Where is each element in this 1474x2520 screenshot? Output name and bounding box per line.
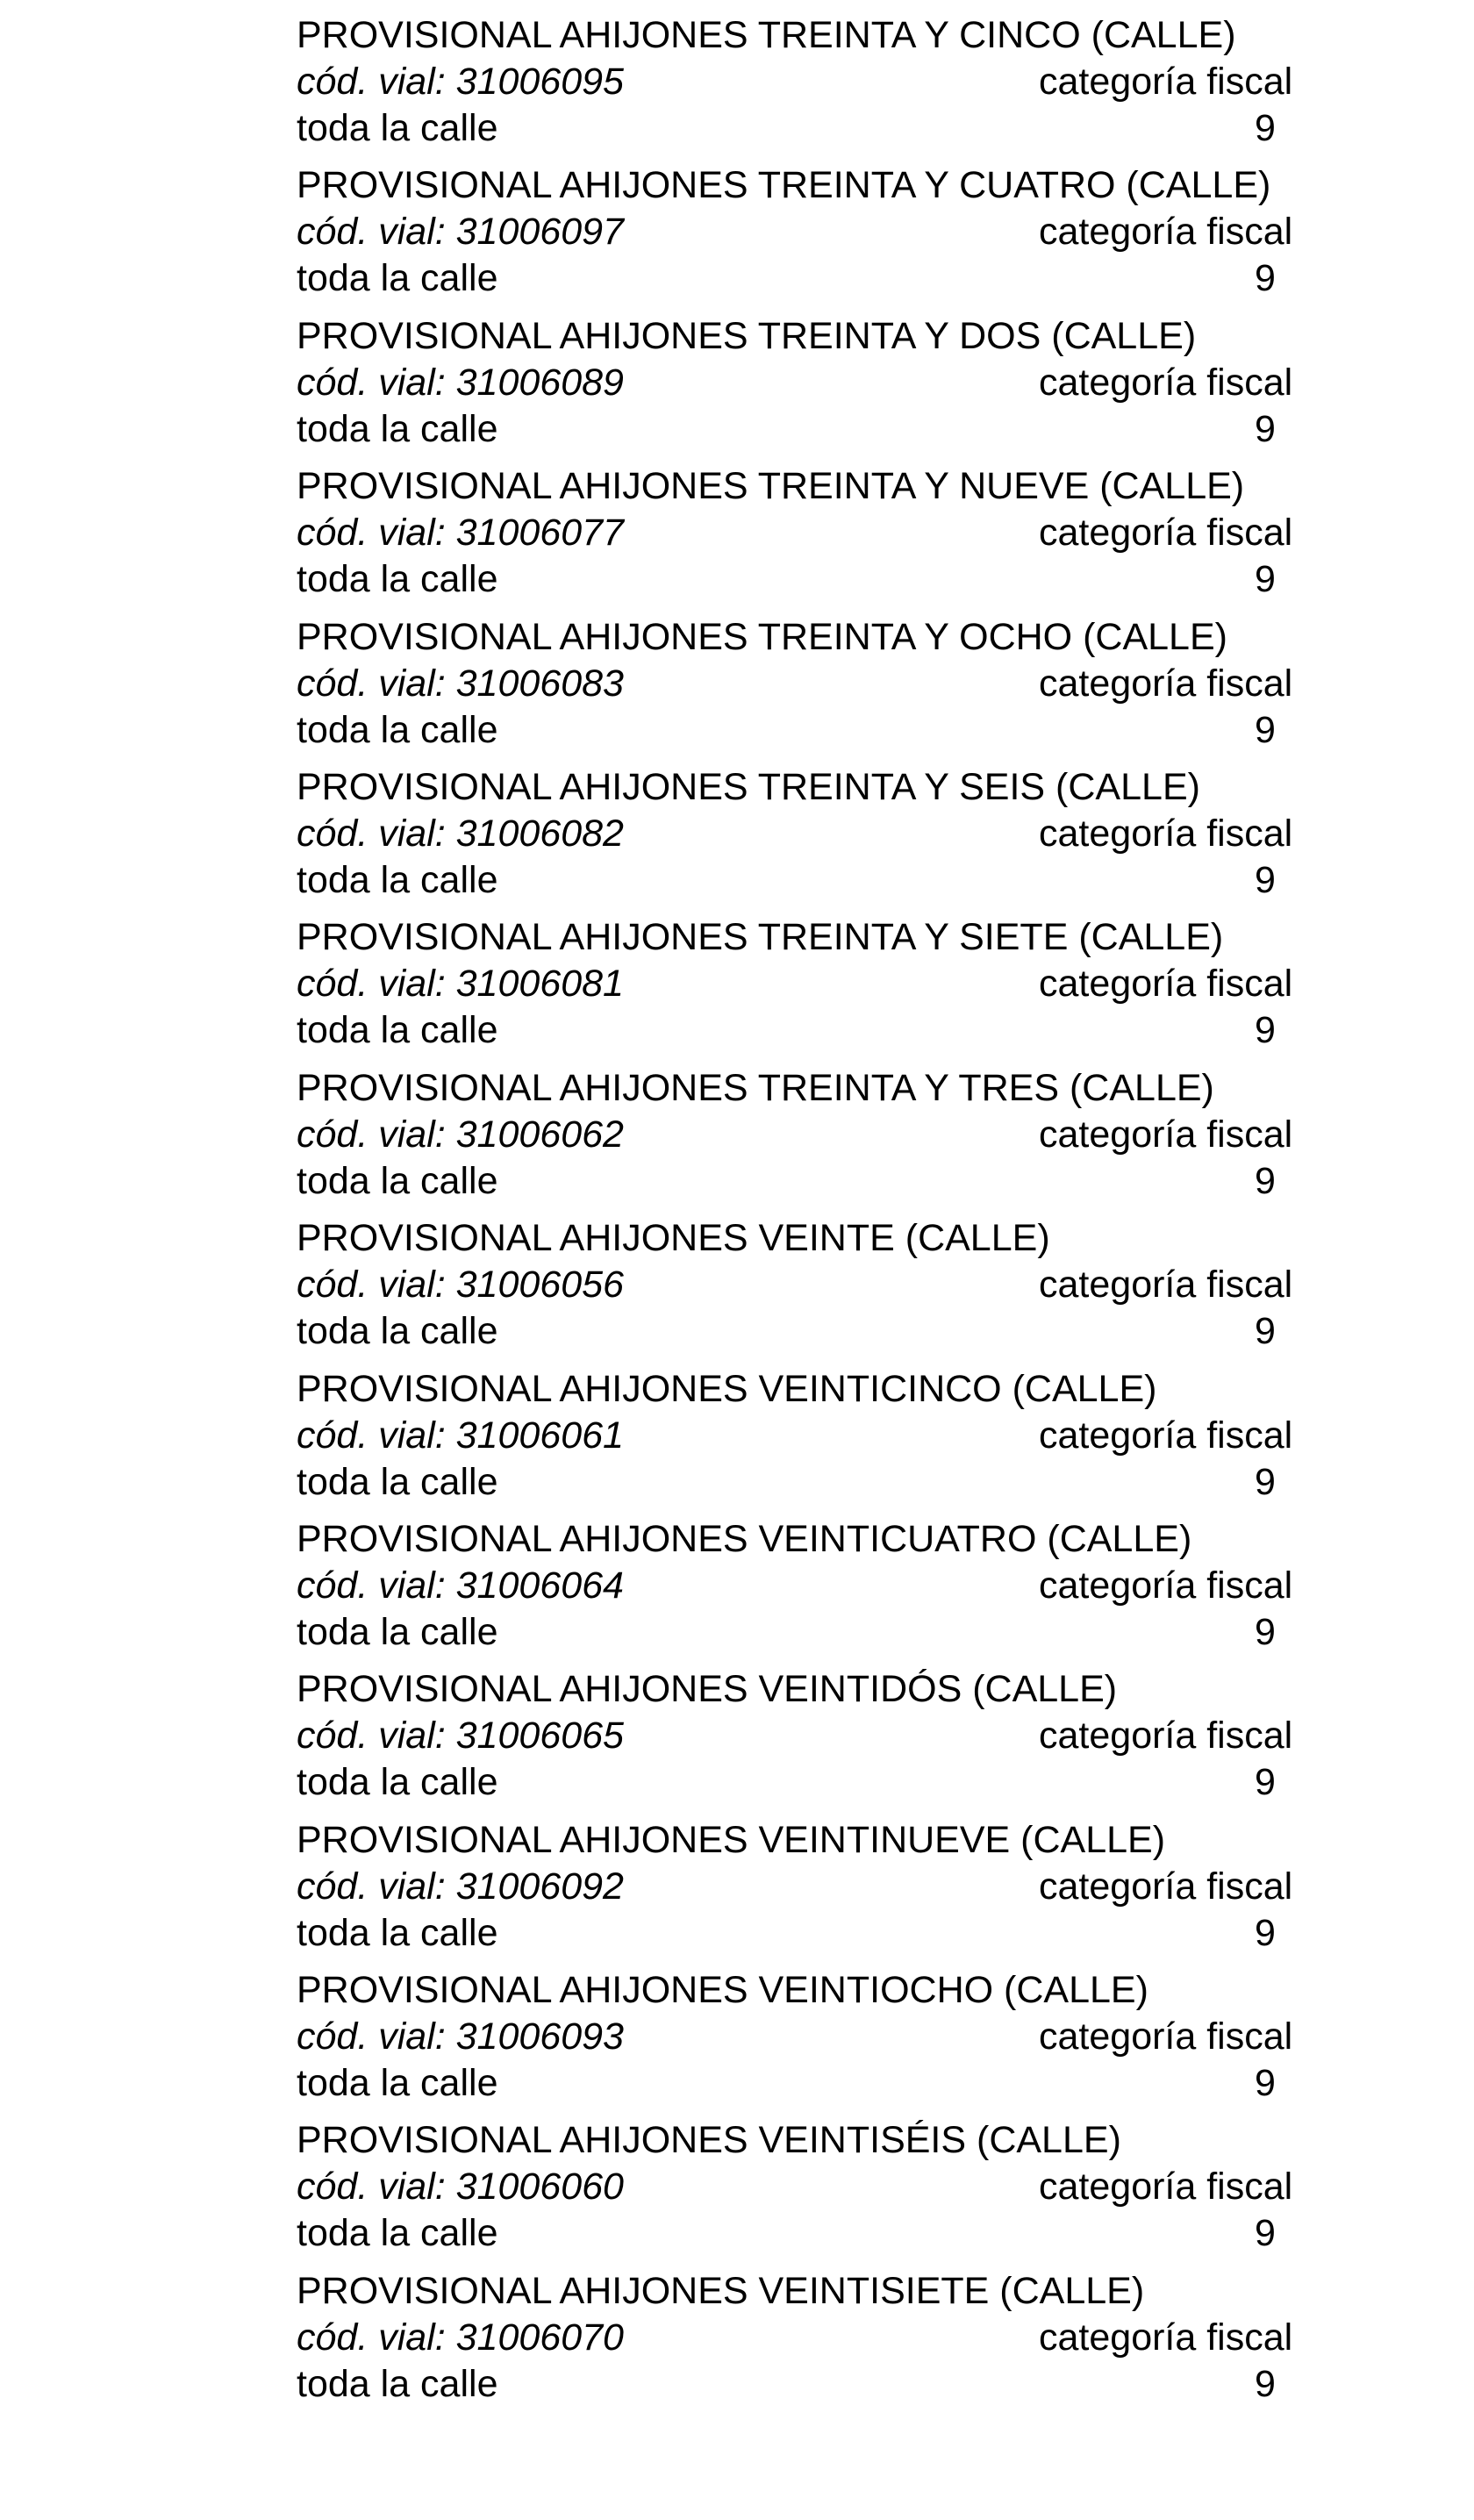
fiscal-category-value: 9 bbox=[1255, 558, 1276, 601]
street-scope-row bbox=[297, 2060, 1316, 2107]
street-name: PROVISIONAL AHIJONES VEINTISÉIS (CALLE) bbox=[297, 2119, 1121, 2162]
street-code: cód. vial: 31006083 bbox=[297, 662, 624, 705]
street-code-row bbox=[297, 1563, 1316, 1609]
fiscal-category-value: 9 bbox=[1255, 1310, 1276, 1353]
street-entry bbox=[297, 1215, 1437, 1365]
street-scope: toda la calle bbox=[297, 1761, 498, 1804]
street-name: PROVISIONAL AHIJONES TREINTA Y DOS (CALLE) bbox=[297, 314, 1197, 357]
street-scope: toda la calle bbox=[297, 708, 498, 751]
fiscal-category-value: 9 bbox=[1255, 1761, 1276, 1804]
street-name: PROVISIONAL AHIJONES VEINTICINCO (CALLE) bbox=[297, 1367, 1157, 1410]
street-code-row bbox=[297, 2164, 1316, 2210]
street-scope: toda la calle bbox=[297, 1310, 498, 1353]
street-entry bbox=[297, 1817, 1437, 1967]
fiscal-category-value: 9 bbox=[1255, 1610, 1276, 1653]
street-code: cód. vial: 31006093 bbox=[297, 2015, 624, 2058]
street-code-row bbox=[297, 1262, 1316, 1308]
street-code: cód. vial: 31006064 bbox=[297, 1564, 624, 1607]
fiscal-category-label: categoría fiscal bbox=[1039, 1715, 1293, 1758]
fiscal-category-value: 9 bbox=[1255, 107, 1276, 149]
street-scope-row bbox=[297, 1158, 1316, 1205]
fiscal-category-value: 9 bbox=[1255, 257, 1276, 300]
street-name: PROVISIONAL AHIJONES TREINTA Y SEIS (CALLE) bbox=[297, 765, 1200, 808]
street-entry bbox=[297, 162, 1437, 312]
street-code: cód. vial: 31006077 bbox=[297, 512, 624, 555]
street-scope-row bbox=[297, 105, 1316, 152]
street-scope: toda la calle bbox=[297, 1009, 498, 1052]
street-name: PROVISIONAL AHIJONES TREINTA Y NUEVE (CALLE) bbox=[297, 465, 1245, 508]
street-scope-row bbox=[297, 1007, 1316, 1054]
street-code: cód. vial: 31006097 bbox=[297, 211, 624, 254]
street-scope: toda la calle bbox=[297, 2212, 498, 2255]
street-entry bbox=[297, 12, 1437, 162]
fiscal-category-label: categoría fiscal bbox=[1039, 662, 1293, 705]
street-scope-row bbox=[297, 2210, 1316, 2257]
street-scope-row bbox=[297, 1759, 1316, 1806]
street-name: PROVISIONAL AHIJONES VEINTIDÓS (CALLE) bbox=[297, 1668, 1118, 1711]
fiscal-category-value: 9 bbox=[1255, 2362, 1276, 2405]
fiscal-category-label: categoría fiscal bbox=[1039, 2015, 1293, 2058]
street-entry bbox=[297, 1065, 1437, 1215]
fiscal-category-label: categoría fiscal bbox=[1039, 361, 1293, 404]
fiscal-category-label: categoría fiscal bbox=[1039, 963, 1293, 1006]
street-scope: toda la calle bbox=[297, 1911, 498, 1954]
street-scope: toda la calle bbox=[297, 407, 498, 450]
street-entry bbox=[297, 463, 1437, 613]
street-scope: toda la calle bbox=[297, 2362, 498, 2405]
fiscal-category-label: categoría fiscal bbox=[1039, 211, 1293, 254]
fiscal-category-value: 9 bbox=[1255, 1009, 1276, 1052]
street-entry bbox=[297, 1666, 1437, 1816]
street-entry bbox=[297, 313, 1437, 463]
street-name: PROVISIONAL AHIJONES VEINTIOCHO (CALLE) bbox=[297, 1969, 1148, 2012]
street-code-row bbox=[297, 59, 1316, 105]
street-code: cód. vial: 31006061 bbox=[297, 1414, 624, 1457]
fiscal-category-value: 9 bbox=[1255, 708, 1276, 751]
street-scope: toda la calle bbox=[297, 1460, 498, 1503]
street-code-row bbox=[297, 961, 1316, 1007]
street-entry bbox=[297, 764, 1437, 914]
fiscal-category-value: 9 bbox=[1255, 2212, 1276, 2255]
street-entry bbox=[297, 2117, 1437, 2267]
street-code: cód. vial: 31006081 bbox=[297, 963, 624, 1006]
street-entry bbox=[297, 614, 1437, 764]
street-scope-row bbox=[297, 707, 1316, 754]
street-code: cód. vial: 31006065 bbox=[297, 1715, 624, 1758]
street-name: PROVISIONAL AHIJONES VEINTE (CALLE) bbox=[297, 1217, 1050, 1260]
street-code: cód. vial: 31006082 bbox=[297, 812, 624, 855]
fiscal-category-label: categoría fiscal bbox=[1039, 1113, 1293, 1156]
street-scope-row bbox=[297, 255, 1316, 302]
street-entry-list bbox=[297, 12, 1437, 2418]
fiscal-category-value: 9 bbox=[1255, 1911, 1276, 1954]
street-name: PROVISIONAL AHIJONES TREINTA Y SIETE (CALLE) bbox=[297, 916, 1224, 959]
street-name: PROVISIONAL AHIJONES TREINTA Y OCHO (CALLE) bbox=[297, 615, 1227, 658]
street-entry bbox=[297, 1366, 1437, 1516]
fiscal-category-value: 9 bbox=[1255, 858, 1276, 901]
street-scope: toda la calle bbox=[297, 1159, 498, 1202]
street-scope: toda la calle bbox=[297, 2062, 498, 2105]
fiscal-category-value: 9 bbox=[1255, 1159, 1276, 1202]
street-code-row bbox=[297, 360, 1316, 406]
fiscal-category-label: categoría fiscal bbox=[1039, 512, 1293, 555]
fiscal-category-value: 9 bbox=[1255, 407, 1276, 450]
street-code: cód. vial: 31006056 bbox=[297, 1264, 624, 1307]
street-code: cód. vial: 31006089 bbox=[297, 361, 624, 404]
street-scope: toda la calle bbox=[297, 1610, 498, 1653]
street-scope-row bbox=[297, 1308, 1316, 1355]
street-code-row bbox=[297, 2315, 1316, 2361]
street-entry bbox=[297, 914, 1437, 1064]
street-scope-row bbox=[297, 1609, 1316, 1656]
street-entry bbox=[297, 2268, 1437, 2418]
street-name: PROVISIONAL AHIJONES VEINTICUATRO (CALLE) bbox=[297, 1517, 1192, 1560]
fiscal-category-label: categoría fiscal bbox=[1039, 61, 1293, 103]
street-code-row bbox=[297, 1112, 1316, 1158]
street-code-row bbox=[297, 1413, 1316, 1459]
street-code-row bbox=[297, 2014, 1316, 2060]
street-code-row bbox=[297, 1864, 1316, 1910]
street-entry bbox=[297, 1516, 1437, 1666]
street-name: PROVISIONAL AHIJONES TREINTA Y CINCO (CALLE) bbox=[297, 14, 1236, 56]
street-name: PROVISIONAL AHIJONES VEINTISIETE (CALLE) bbox=[297, 2269, 1145, 2312]
street-code: cód. vial: 31006092 bbox=[297, 1865, 624, 1908]
street-code: cód. vial: 31006095 bbox=[297, 61, 624, 103]
fiscal-category-label: categoría fiscal bbox=[1039, 1264, 1293, 1307]
street-code-row bbox=[297, 661, 1316, 707]
street-name: PROVISIONAL AHIJONES TREINTA Y CUATRO (CALLE) bbox=[297, 164, 1271, 207]
street-scope: toda la calle bbox=[297, 558, 498, 601]
street-code: cód. vial: 31006060 bbox=[297, 2166, 624, 2209]
street-scope-row bbox=[297, 857, 1316, 904]
street-scope-row bbox=[297, 556, 1316, 603]
street-scope-row bbox=[297, 406, 1316, 453]
street-code-row bbox=[297, 510, 1316, 556]
fiscal-category-value: 9 bbox=[1255, 1460, 1276, 1503]
fiscal-category-label: categoría fiscal bbox=[1039, 2166, 1293, 2209]
street-name: PROVISIONAL AHIJONES TREINTA Y TRES (CALLE) bbox=[297, 1066, 1214, 1109]
street-scope-row bbox=[297, 1910, 1316, 1957]
street-scope: toda la calle bbox=[297, 257, 498, 300]
street-code: cód. vial: 31006062 bbox=[297, 1113, 624, 1156]
fiscal-category-label: categoría fiscal bbox=[1039, 1564, 1293, 1607]
fiscal-category-label: categoría fiscal bbox=[1039, 1414, 1293, 1457]
fiscal-category-value: 9 bbox=[1255, 2062, 1276, 2105]
street-code-row bbox=[297, 1713, 1316, 1759]
street-code-row bbox=[297, 811, 1316, 857]
street-name: PROVISIONAL AHIJONES VEINTINUEVE (CALLE) bbox=[297, 1818, 1166, 1861]
street-entry bbox=[297, 1967, 1437, 2117]
street-scope-row bbox=[297, 1459, 1316, 1506]
street-code: cód. vial: 31006070 bbox=[297, 2316, 624, 2359]
street-code-row bbox=[297, 209, 1316, 255]
fiscal-category-label: categoría fiscal bbox=[1039, 812, 1293, 855]
fiscal-category-label: categoría fiscal bbox=[1039, 2316, 1293, 2359]
street-scope: toda la calle bbox=[297, 107, 498, 149]
street-scope: toda la calle bbox=[297, 858, 498, 901]
fiscal-category-label: categoría fiscal bbox=[1039, 1865, 1293, 1908]
street-scope-row bbox=[297, 2361, 1316, 2408]
